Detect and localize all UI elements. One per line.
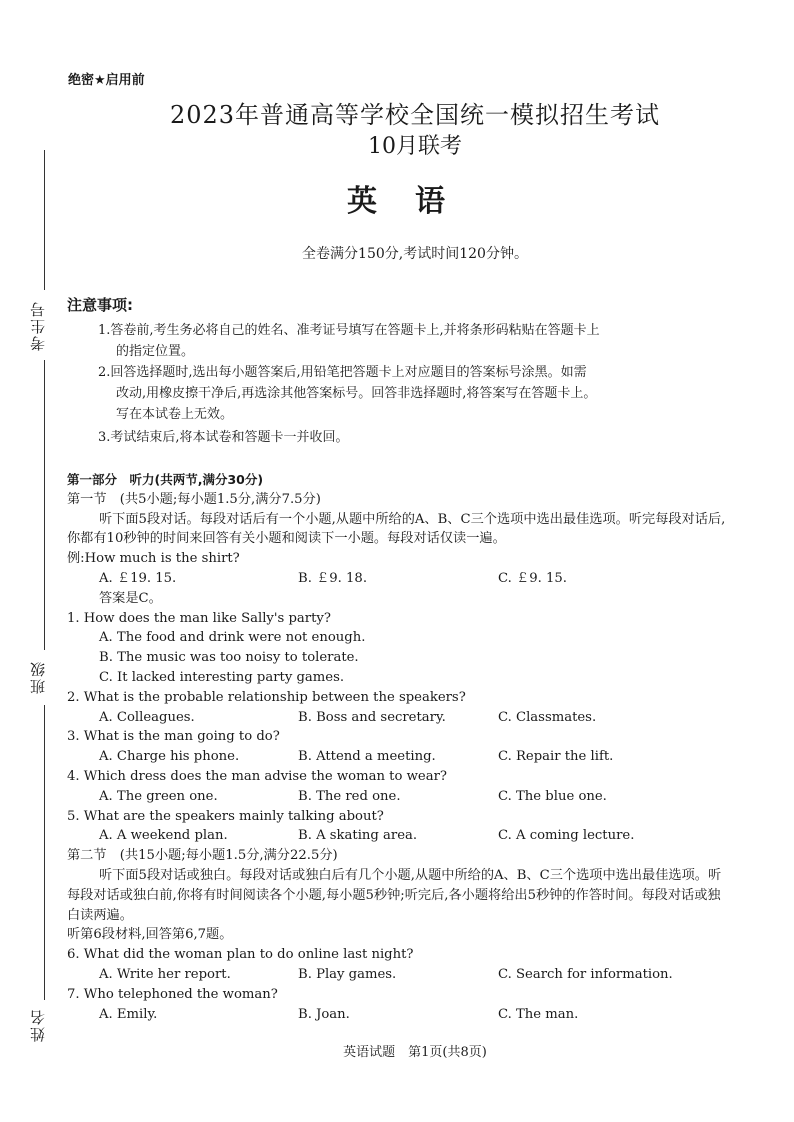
question-options (67, 1005, 727, 1025)
score-info: 全卷满分150分,考试时间120分钟。 (302, 246, 528, 262)
option-a: A. Charge his phone. (99, 749, 240, 765)
exam-title: 2023年普通高等学校全国统一模拟招生考试 (169, 101, 661, 129)
question-7: 7. Who telephoned the woman? (67, 986, 278, 1002)
notice-title: 注意事项: (67, 296, 133, 314)
binding-line (44, 150, 45, 290)
option-a: A. Write her report. (99, 966, 231, 982)
option-c: C. Classmates. (498, 709, 597, 725)
option-b: B. Play games. (298, 966, 397, 982)
question-1: 1. How does the man like Sally's party? (67, 610, 331, 626)
side-class-label: 班级 (29, 660, 47, 694)
question-options (67, 708, 727, 728)
option-b: B. Joan. (298, 1006, 350, 1022)
option-b: B. A skating area. (298, 828, 418, 844)
notice-item (98, 427, 718, 448)
option-c: C. The blue one. (498, 788, 607, 804)
section1-instructions: 听下面5段对话。每段对话后有一个小题,从题中所给的A、B、C三个选项中选出最佳选项。听完每段对话后,你都有10秒钟的时间来回答有关小题和阅读下一小题。每段对话仅读一遍。 (67, 511, 726, 547)
notice-line: 写在本试卷上无效。 (116, 407, 234, 422)
question-options (67, 826, 727, 846)
option-a: A. A weekend plan. (99, 828, 228, 844)
side-exam-number-label: 考生号 (29, 300, 47, 351)
notice-line: 2.回答选择题时,选出每小题答案后,用铅笔把答题卡上对应题目的答案标号涂黑。如需 (98, 365, 587, 380)
option-a: A. Emily. (99, 1006, 158, 1022)
example-options (67, 569, 727, 589)
option-a: A. Colleagues. (99, 709, 195, 725)
option-c: C. The man. (498, 1006, 579, 1022)
option-c: C. Search for information. (498, 966, 673, 982)
notice-item (98, 362, 718, 425)
option-a: A. ￡19. 15. (99, 570, 177, 586)
notice-line: 改动,用橡皮擦干净后,再选涂其他答案标号。回答非选择题时,将答案写在答题卡上。 (116, 386, 597, 401)
notice-line: 3.考试结束后,将本试卷和答题卡一并收回。 (98, 430, 349, 445)
section2-title: 第二节 (共15小题;每小题1.5分,满分22.5分) (67, 848, 338, 864)
binding-line (44, 705, 45, 1000)
subject-title: 英语 (347, 184, 483, 219)
side-name-label: 姓名 (29, 1008, 47, 1042)
secrecy-mark: 绝密★启用前 (68, 73, 145, 88)
question-options (67, 747, 727, 767)
page-footer: 英语试题 第1页(共8页) (343, 1045, 487, 1060)
notice-item (98, 320, 718, 362)
question-6: 6. What did the woman plan to do online last night? (67, 947, 414, 963)
option-a: A. The food and drink were not enough. (99, 630, 366, 646)
option-b: B. Attend a meeting. (298, 749, 436, 765)
question-2: 2. What is the probable relationship between the speakers? (67, 689, 466, 705)
notice-line: 的指定位置。 (116, 344, 195, 359)
material-note: 听第6段材料,回答第6,7题。 (67, 927, 233, 943)
binding-line (44, 360, 45, 650)
listening-section (67, 470, 727, 1024)
option-b: B. Boss and secretary. (298, 709, 446, 725)
option-b: B. The music was too noisy to tolerate. (99, 650, 359, 666)
option-c: C. ￡9. 15. (498, 570, 567, 586)
part1-title: 第一部分 听力(共两节,满分30分) (67, 472, 264, 487)
exam-subtitle: 10月联考 (368, 134, 462, 159)
option-c: C. It lacked interesting party games. (99, 669, 345, 685)
question-3: 3. What is the man going to do? (67, 729, 280, 745)
option-c: C. A coming lecture. (498, 828, 635, 844)
example-answer: 答案是C。 (99, 590, 162, 606)
option-a: A. The green one. (99, 788, 218, 804)
section1-title: 第一节 (共5小题;每小题1.5分,满分7.5分) (67, 491, 321, 507)
question-5: 5. What are the speakers mainly talking about? (67, 808, 384, 824)
question-options (67, 965, 727, 985)
question-options (67, 787, 727, 807)
notice-line: 1.答卷前,考生务必将自己的姓名、准考证号填写在答题卡上,并将条形码粘贴在答题卡上 (98, 323, 600, 338)
option-b: B. The red one. (298, 788, 401, 804)
option-c: C. Repair the lift. (498, 749, 614, 765)
example-question: 例:How much is the shirt? (67, 551, 240, 567)
section2-instructions: 听下面5段对话或独白。每段对话或独白后有几个小题,从题中所给的A、B、C三个选项中选出最佳选项。听每段对话或独白前,你将有时间阅读各个小题,每小题5秒钟;听完后,各小题将给出5秒钟的作答时间。每段对话或独白读两遍。 (67, 867, 722, 923)
option-b: B. ￡9. 18. (298, 570, 368, 586)
question-4: 4. Which dress does the man advise the woman to wear? (67, 768, 447, 784)
